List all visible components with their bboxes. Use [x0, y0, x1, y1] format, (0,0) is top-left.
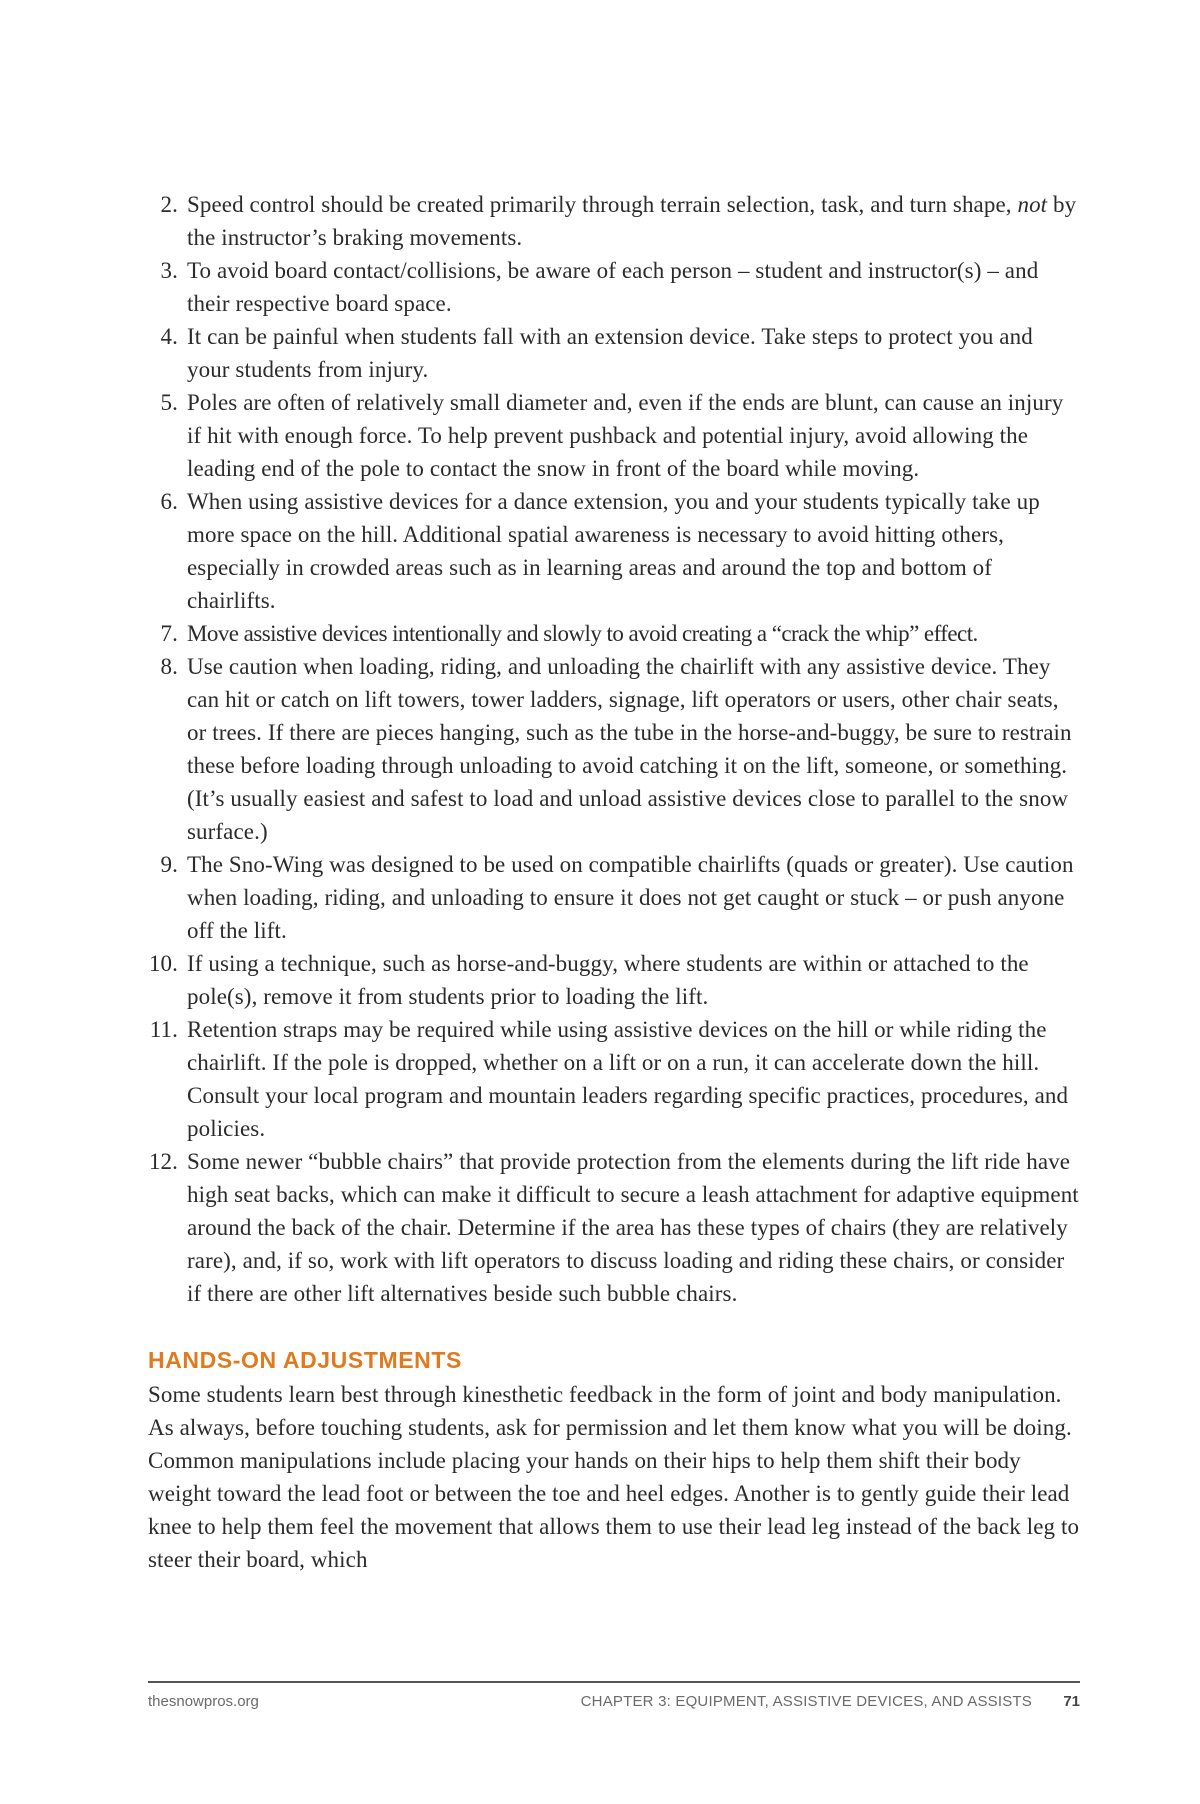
- page-content: [148, 188, 1080, 1576]
- page-number: 71: [1063, 1693, 1080, 1710]
- list-item: [148, 386, 1080, 485]
- footer-chapter-title: CHAPTER 3: EQUIPMENT, ASSISTIVE DEVICES, AND ASSISTS: [580, 1693, 1032, 1710]
- list-item-text: Some newer “bubble chairs” that provide protection from the elements during the lift ride have high seat backs, which can make it difficult to secure a leash attachment for adaptive equipment around the back of the chair. Determine if the area has these types of chairs (they are relatively rare), and, if so, work with lift operators to discuss loading and riding these chairs, or consider if there are other lift alternatives beside such bubble chairs.: [187, 1149, 1079, 1306]
- list-item-number: 7.: [160, 621, 178, 646]
- list-item-number: 4.: [160, 324, 178, 349]
- list-item-text: When using assistive devices for a dance extension, you and your students typically take up more space on the hill. Additional spatial awareness is necessary to avoid hitting others, especially in crowded areas such as in learning areas and around the top and bottom of chairlifts.: [187, 489, 1040, 613]
- list-item-text: Speed control should be created primarily through terrain selection, task, and turn shape, not by the instructor’s braking movements.: [187, 192, 1077, 250]
- list-item-text: Move assistive devices intentionally and slowly to avoid creating a “crack the whip” effect.: [187, 621, 978, 646]
- list-item: [148, 188, 1080, 254]
- list-item-number: 5.: [160, 390, 178, 415]
- list-item-text: To avoid board contact/collisions, be aware of each person – student and instructor(s) – and their respective board space.: [187, 258, 1039, 316]
- list-item: [148, 320, 1080, 386]
- list-item-number: 11.: [149, 1017, 178, 1042]
- list-item: [148, 848, 1080, 947]
- list-item: [148, 947, 1080, 1013]
- safety-tips-list: [148, 188, 1080, 1310]
- body-paragraph: Some students learn best through kinesthetic feedback in the form of joint and body manipulation. As always, before touching students, ask for permission and let them know what you will be doing. Common manipulations include placing your hands on their hips to help them shift their body weight toward the lead foot or between the toe and heel edges. Another is to gently guide their lead knee to help them feel the movement that allows them to use their lead leg instead of the back leg to steer their board, which: [148, 1382, 1080, 1572]
- list-item-number: 2.: [160, 192, 178, 217]
- list-item: [148, 254, 1080, 320]
- list-item: [148, 1013, 1080, 1145]
- list-item-text: Poles are often of relatively small diameter and, even if the ends are blunt, can cause an injury if hit with enough force. To help prevent pushback and potential injury, avoid allowing the leading end of the pole to contact the snow in front of the board while moving.: [187, 390, 1064, 481]
- list-item-number: 12.: [148, 1149, 178, 1174]
- list-item-number: 6.: [160, 489, 178, 514]
- list-item-text: The Sno-Wing was designed to be used on compatible chairlifts (quads or greater). Use caution when loading, riding, and unloading to ensure it does not get caught or stuck – or push anyone off the lift.: [187, 852, 1074, 943]
- list-item: [148, 650, 1080, 848]
- page-footer: [148, 1693, 1080, 1717]
- list-item-number: 10.: [148, 951, 178, 976]
- list-item-text: It can be painful when students fall with an extension device. Take steps to protect you and your students from injury.: [187, 324, 1033, 382]
- list-item-text: Use caution when loading, riding, and unloading the chairlift with any assistive device. They can hit or catch on lift towers, tower ladders, signage, lift operators or users, other chair seats, or trees. If there are pieces hanging, such as the tube in the horse-and-buggy, be sure to restrain these before loading through unloading to avoid catching it on the lift, someone, or something. (It’s usually easiest and safest to load and unload assistive devices close to parallel to the snow surface.): [187, 654, 1072, 844]
- list-item-number: 8.: [160, 654, 178, 679]
- section-heading: HANDS-ON ADJUSTMENTS: [148, 1347, 462, 1373]
- footer-divider: [148, 1681, 1080, 1683]
- list-item-number: 9.: [160, 852, 178, 877]
- list-item-number: 3.: [160, 258, 178, 283]
- list-item-text: Retention straps may be required while using assistive devices on the hill or while riding the chairlift. If the pole is dropped, whether on a lift or on a run, it can accelerate down the hill. Consult your local program and mountain leaders regarding specific practices, procedures, and policies.: [187, 1017, 1069, 1141]
- list-item: [148, 617, 1080, 650]
- list-item-text: If using a technique, such as horse-and-buggy, where students are within or attached to the pole(s), remove it from students prior to loading the lift.: [187, 951, 1029, 1009]
- emphasis-text: not: [1017, 192, 1048, 217]
- footer-site: thesnowpros.org: [148, 1693, 259, 1710]
- list-item: [148, 1145, 1080, 1310]
- list-item: [148, 485, 1080, 617]
